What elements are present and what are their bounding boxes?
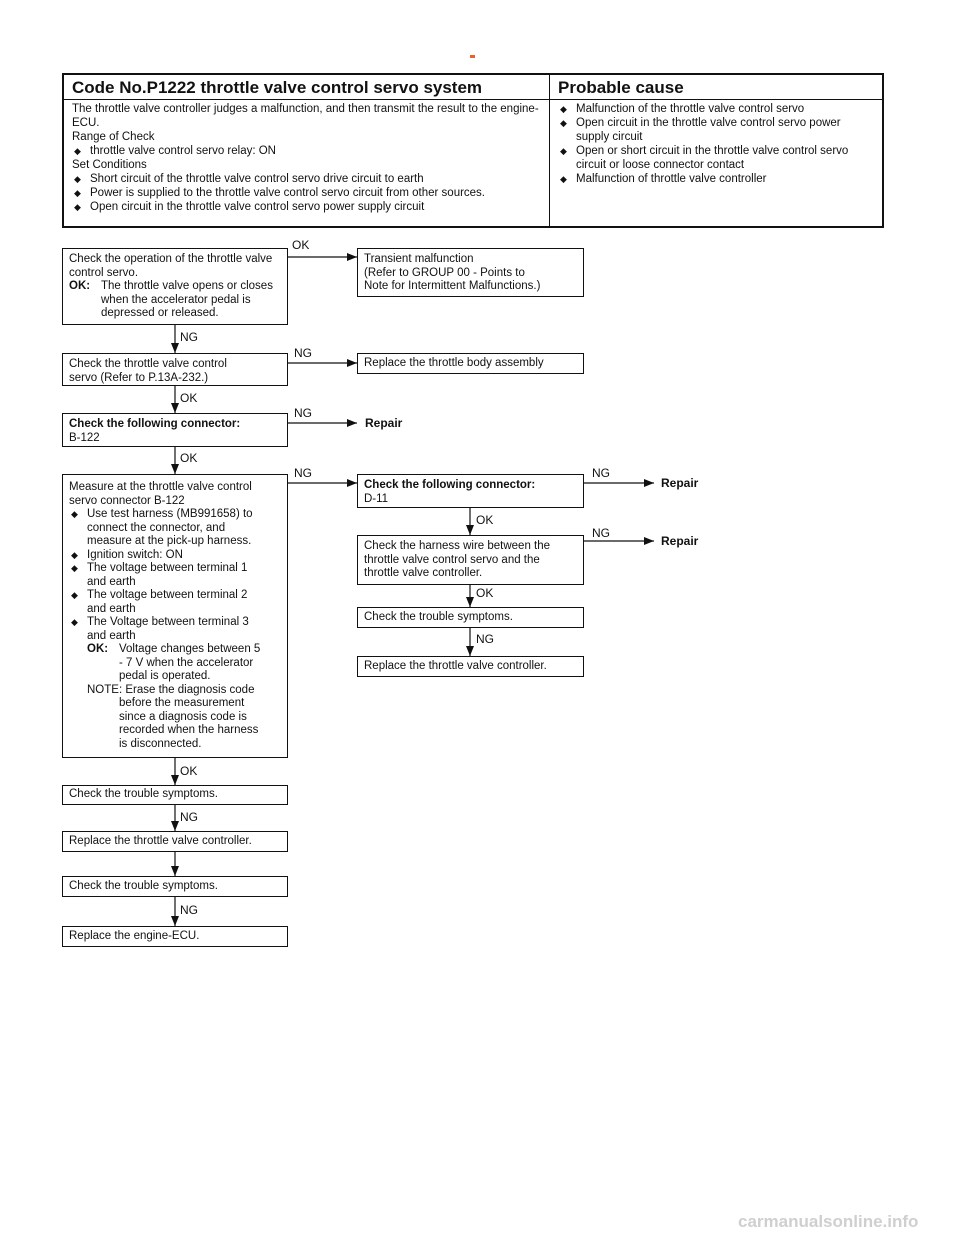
step-bullet: ◆ The voltage between terminal 1 (69, 562, 281, 576)
step-replace-engine-ecu: Replace the engine-ECU. (62, 926, 288, 947)
branch-label-ok: OK (476, 513, 494, 527)
result-repair: Repair (661, 476, 699, 490)
branch-label-ng: NG (592, 466, 610, 480)
result-line: Transient malfunction (364, 253, 474, 265)
step-line: servo (Refer to P.13A-232.) (69, 371, 209, 384)
table-header-cause: Probable cause (550, 75, 884, 100)
ok-label: OK: (87, 643, 109, 655)
step-line: Check the harness wire between the (364, 540, 551, 552)
note-line: is disconnected. (119, 737, 202, 750)
step-bullet-cont: connect the connector, and (87, 521, 226, 534)
branch-label-ok: OK (292, 238, 310, 252)
step-bullet: ◆ The Voltage between terminal 3 (69, 616, 281, 630)
result-repair: Repair (365, 416, 403, 430)
branch-label-ng: NG (592, 526, 610, 540)
cause-item: ◆ Open or short circuit in the throttle valve control servo circuit or loose connector contact (558, 144, 876, 172)
note-line: NOTE: Erase the diagnosis code (87, 683, 255, 696)
step-text: Check the operation of the throttle valve control servo. (69, 253, 273, 279)
set-item: ◆ Power is supplied to the throttle valve control servo circuit from other sources. (72, 186, 541, 200)
ok-criteria: Voltage changes between 5 (119, 643, 261, 655)
branch-label-ng: NG (294, 466, 312, 480)
step-replace-throttle-valve-controller-right: Replace the throttle valve controller. (357, 656, 584, 677)
ok-criteria-cont: pedal is operated. (119, 670, 211, 682)
step-check-trouble-symptoms: Check the trouble symptoms. (62, 785, 288, 805)
step-bullet: ◆ Ignition switch: ON (69, 549, 281, 563)
step-check-trouble-symptoms-right: Check the trouble symptoms. (357, 607, 584, 628)
range-label: Range of Check (72, 131, 155, 143)
step-line: throttle valve controller. (364, 567, 483, 579)
step-check-harness-wire (357, 535, 584, 585)
ok-criteria-cont: - 7 V when the accelerator (119, 656, 254, 669)
set-item: ◆ Open circuit in the throttle valve control servo power supply circuit (72, 200, 541, 214)
note-line: recorded when the harness (119, 724, 259, 736)
step-bullet: ◆ The voltage between terminal 2 (69, 589, 281, 603)
connector-id: D-11 (364, 492, 389, 505)
step-bullet: ◆ Use test harness (MB991658) to (69, 508, 281, 522)
step-bullet-cont: and earth (87, 575, 136, 588)
step-bullet-cont: measure at the pick-up harness. (87, 535, 252, 547)
note-line: since a diagnosis code is (119, 710, 247, 723)
step-check-trouble-symptoms: Check the trouble symptoms. (62, 876, 288, 897)
watermark: carmanualsonline.info (738, 1212, 919, 1231)
branch-label-ng: NG (180, 330, 198, 344)
branch-label-ok: OK (476, 586, 494, 600)
result-line: (Refer to GROUP 00 - Points to (364, 266, 525, 279)
result-replace-throttle-body: Replace the throttle body assembly (357, 353, 584, 374)
range-item: ◆ throttle valve control servo relay: ON (72, 144, 541, 158)
step-line: servo connector B-122 (69, 494, 185, 507)
step-check-connector-b122 (62, 413, 288, 447)
note-line: before the measurement (119, 697, 245, 709)
branch-label-ng: NG (294, 346, 312, 360)
step-replace-throttle-valve-controller: Replace the throttle valve controller. (62, 831, 288, 852)
branch-label-ng: NG (180, 810, 198, 824)
branch-label-ok: OK (180, 764, 198, 778)
cause-item: ◆ Malfunction of throttle valve controller (558, 172, 876, 186)
cause-item: ◆ Malfunction of the throttle valve control servo (558, 102, 876, 116)
branch-label-ok: OK (180, 391, 198, 405)
step-measure-connector (62, 474, 288, 758)
description-line: The throttle valve controller judges a malfunction, and then transmit the result to the engine-ECU. (72, 103, 539, 129)
step-line: Check the throttle valve control (69, 358, 227, 370)
step-bullet-cont: and earth (87, 629, 136, 642)
ok-criteria: The throttle valve opens or closes when the accelerator pedal is depressed or released. (101, 280, 273, 319)
branch-label-ok: OK (180, 451, 198, 465)
branch-label-ng: NG (476, 632, 494, 646)
step-check-servo (62, 353, 288, 386)
branch-label-ng: NG (180, 903, 198, 917)
step-line: Measure at the throttle valve control (69, 481, 252, 493)
step-title: Check the following connector: (364, 479, 536, 491)
step-line: throttle valve control servo and the (364, 553, 540, 566)
step-title: Check the following connector: (69, 418, 241, 430)
step-check-connector-d11 (357, 474, 584, 508)
step-bullet-cont: and earth (87, 602, 136, 615)
set-label: Set Conditions (72, 159, 147, 171)
ok-label: OK: (69, 280, 91, 292)
result-transient-malfunction (357, 248, 584, 297)
result-repair: Repair (661, 534, 699, 548)
connector-id: B-122 (69, 431, 100, 444)
branch-label-ng: NG (294, 406, 312, 420)
result-line: Note for Intermittent Malfunctions.) (364, 280, 541, 292)
table-header-code: Code No.P1222 throttle valve control servo system (64, 75, 550, 100)
cause-item: ◆ Open circuit in the throttle valve control servo power supply circuit (558, 116, 876, 144)
set-item: ◆ Short circuit of the throttle valve control servo drive circuit to earth (72, 172, 541, 186)
step-check-servo-operation (62, 248, 288, 325)
